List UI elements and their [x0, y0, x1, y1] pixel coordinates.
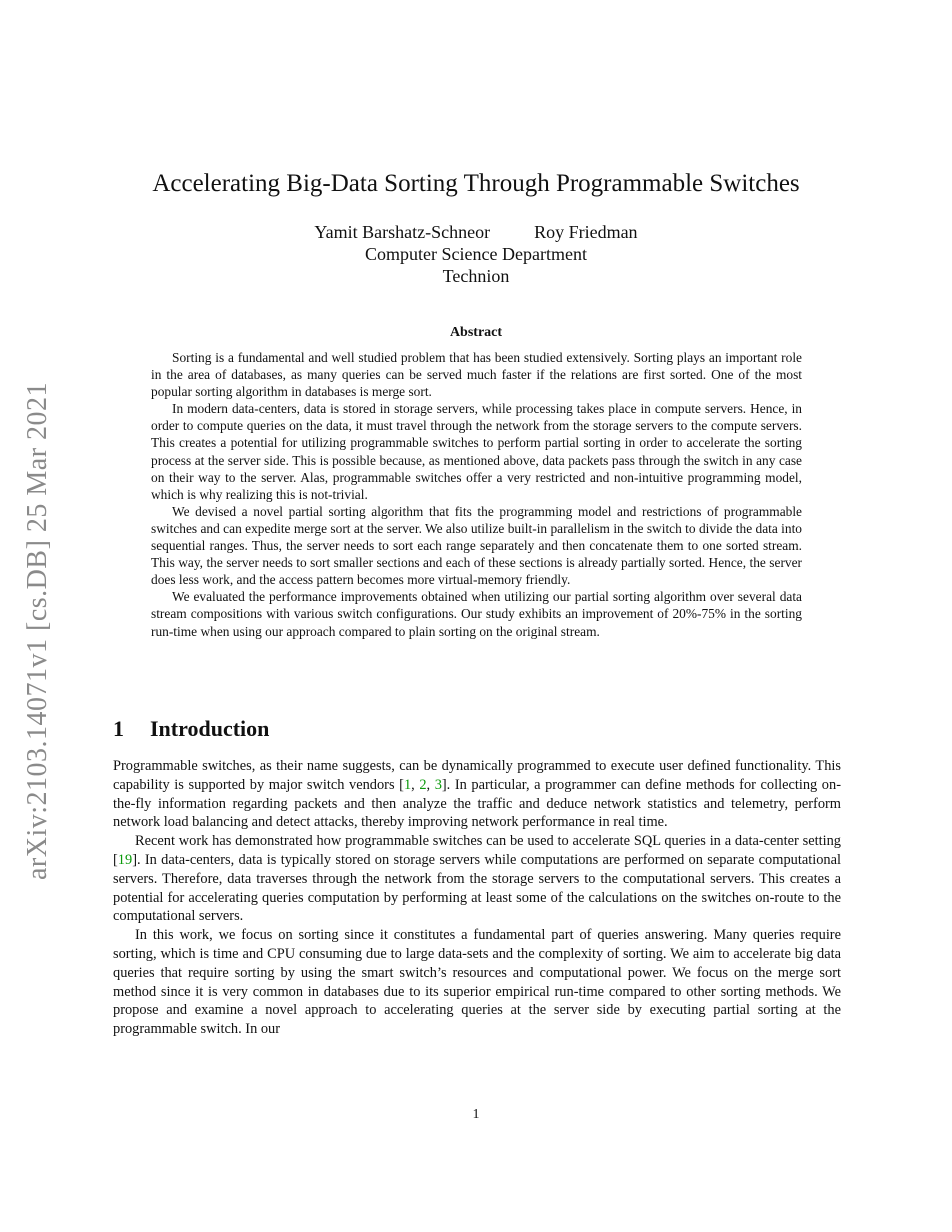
- affiliation-department: Computer Science Department: [365, 244, 587, 264]
- abstract-paragraph: We evaluated the performance improvements obtained when utilizing our partial sorting algorithm over several data stream compositions with various switch configurations. Our study exhibits an improvement of 20%-75% in the sorting run-time when using our approach compared to plain sorting on the original stream.: [151, 589, 802, 639]
- section-number: 1: [113, 716, 124, 741]
- affiliation-institution: Technion: [442, 266, 510, 286]
- arxiv-identifier: arXiv:2103.14071v1 [cs.DB] 25 Mar 2021: [22, 381, 53, 880]
- citation-link[interactable]: 1: [403, 776, 412, 793]
- body-text-run: Recent work has demonstrated how programmable switches can be used to accelerate SQL queries in a data-center setting [: [113, 833, 841, 868]
- body-paragraph: [113, 757, 841, 832]
- citation-link[interactable]: 2: [419, 776, 427, 793]
- abstract-paragraph: Sorting is a fundamental and well studied problem that has been studied extensively. Sorting plays an important role in the area of databases, as many queries can be served much faster if the relations are first sorted. One of the most popular sorting algorithm in databases is merge sort.: [151, 350, 802, 400]
- author-list: [0, 222, 952, 243]
- body-text-run: ]. In particular, a programmer can define methods for collecting on-the-fly information regarding packets and then analyze the traffic and deduce network statistics and telemetry, perform network load balancing and detect attacks, thereby improving network performance in real time.: [113, 776, 841, 831]
- citation-link[interactable]: 3: [434, 776, 442, 793]
- abstract-paragraph: In modern data-centers, data is stored in storage servers, while processing takes place in compute servers. Hence, in order to compute queries on the data, it must travel through the network from the storage servers to the compute servers. This creates a potential for utilizing programmable switches to perform partial sorting in order to accelerate the sorting process at the server side. This is possible because, as mentioned above, data packets pass through the switch in any case on their way to the server. Alas, programmable switches offer a very restricted and non-intuitive programming model, which is why realizing this is not-trivial.: [151, 401, 802, 502]
- abstract-body: [151, 349, 802, 640]
- abstract-paragraph: We devised a novel partial sorting algorithm that fits the programming model and restrictions of programmable switches and can expedite merge sort at the server. We also utilize built-in parallelism in the switch to divide the data into sequential ranges. Thus, the server needs to sort each range separately and then concatenate them to one sorted stream. This way, the server needs to sort smaller sections and each of these sections is already partially sorted. Hence, the server does less work, and the access pattern becomes more virtual-memory friendly.: [151, 503, 802, 588]
- paper-title: Accelerating Big-Data Sorting Through Programmable Switches: [152, 170, 800, 197]
- section-body: [113, 757, 841, 1039]
- body-paragraph: In this work, we focus on sorting since it constitutes a fundamental part of queries answering. Many queries require sorting, which is time and CPU consuming due to large data-sets and the complexity of sorting. We aim to accelerate big data queries that require sorting by using the smart switch’s resources and computational power. We focus on the merge sort method since it is very common in databases due to its superior empirical run-time compared to other sorting methods. We propose and examine a novel approach to accelerating queries at the server side by executing partial sorting at the programmable switch. In our: [113, 927, 841, 1038]
- body-paragraph: [113, 832, 841, 926]
- page-number: 1: [472, 1107, 480, 1122]
- citation-separator: ,: [411, 776, 420, 793]
- body-text-run: ]. In data-centers, data is typically stored on storage servers while computations are performed on separate computational servers. Therefore, data traverses through the network from the storage servers to the computational servers. This creates a potential for accelerating queries computation by performing at least some of the calculations on the switches on-route to the computational servers.: [113, 851, 841, 925]
- author-name: Yamit Barshatz-Schneor: [314, 222, 491, 242]
- citation-separator: ,: [426, 776, 435, 793]
- body-text-run: Programmable switches, as their name suggests, can be dynamically programmed to execute user defined functionality. This capability is supported by major switch vendors [: [113, 758, 841, 793]
- author-name: Roy Friedman: [534, 222, 638, 242]
- section-heading: [113, 716, 269, 742]
- section-title: Introduction: [150, 716, 270, 741]
- citation-link[interactable]: 19: [117, 851, 133, 868]
- abstract-heading: Abstract: [449, 325, 503, 340]
